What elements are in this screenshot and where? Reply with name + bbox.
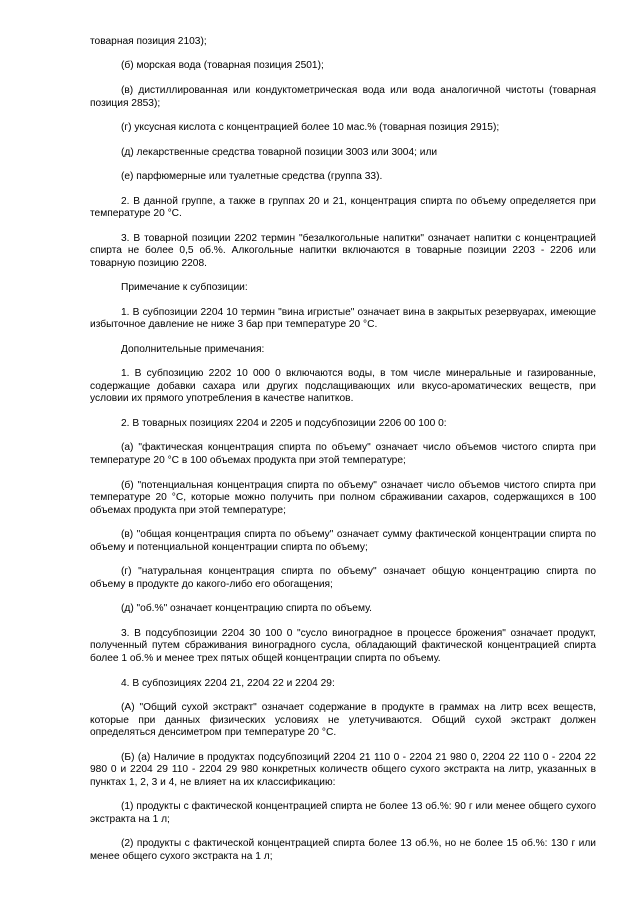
paragraph: (б) морская вода (товарная позиция 2501); — [121, 60, 324, 72]
paragraph: (1) продукты с фактической концентрацией спирта не более 13 об.%: 90 г или менее общего сухого экстракта на 1 л; — [90, 801, 596, 825]
paragraph: (г) "натуральная концентрация спирта по объему" означает общую концентрацию спирта по объему в продукте до какого-либо его обогащения; — [90, 566, 596, 590]
paragraph: (А) "Общий сухой экстракт" означает содержание в продукте в граммах на литр всех веществ, которые при данных физических условиях не улетучиваются. Общий сухой экстракт должен определяться денсиметром при температуре 20 °С. — [90, 702, 596, 739]
paragraph: (2) продукты с фактической концентрацией спирта более 13 об.%, но не более 15 об.%: 130 г или менее общего сухого экстракта на 1 л; — [90, 838, 596, 863]
paragraph: 2. В товарных позициях 2204 и 2205 и подсубпозиции 2206 00 100 0: — [121, 417, 447, 429]
paragraph: (а) "фактическая концентрация спирта по объему" означает число объемов чистого спирта при температуре 20 °С в 100 объемах продукта при этой температуре; — [90, 442, 596, 467]
paragraph: (б) "потенциальная концентрация спирта по объему" означает число объемов чистого спирта при температуре 20 °С, которые можно получить при полном сбраживании сахаров, содержащихся в 100 объемах продукта при этой температуре; — [90, 479, 596, 516]
paragraph: 4. В субпозициях 2204 21, 2204 22 и 2204 29: — [121, 677, 335, 689]
paragraph: Дополнительные примечания: — [121, 343, 265, 355]
paragraph: (в) дистиллированная или кондуктометрическая вода или вода аналогичной чистоты (товарная позиция 2853); — [90, 84, 596, 109]
paragraph: 2. В данной группе, а также в группах 20 и 21, концентрация спирта по объему определяется при температуре 20 °С. — [90, 195, 596, 220]
paragraph: 3. В товарной позиции 2202 термин "безалкогольные напитки" означает напитки с концентрацией спирта не более 0,5 об.%. Алкогольные напитки включаются в товарные позиции 2203 - 2206 или товарную позицию 2208. — [90, 232, 596, 269]
paragraph: (д) лекарственные средства товарной позиции 3003 или 3004; или — [121, 146, 438, 158]
paragraph: (д) "об.%" означает концентрацию спирта по объему. — [121, 603, 372, 615]
paragraph: (в) "общая концентрация спирта по объему" означает сумму фактической концентрации спирта по объему и потенциальной концентрации спирта по объему; — [90, 529, 596, 553]
document-page — [90, 36, 596, 876]
paragraph: 1. В субпозицию 2202 10 000 0 включаются воды, в том числе минеральные и газированные, содержащие добавки сахара или других подслащивающих или вкусо-ароматических веществ, при условии их прямого употребления в качестве напитков. — [90, 368, 596, 405]
paragraph: Примечание к субпозиции: — [121, 282, 248, 294]
paragraph: 1. В субпозиции 2204 10 термин "вина игристые" означает вина в закрытых резервуарах, имеющие избыточное давление не ниже 3 бар при температуре 20 °С. — [90, 306, 596, 331]
paragraph: товарная позиция 2103); — [90, 36, 207, 47]
paragraph: (Б) (а) Наличие в продуктах подсубпозиций 2204 21 110 0 - 2204 21 980 0, 2204 22 110 0 - 2204 22 980 0 и 2204 29 110 - 2204 29 980 конкретных количеств общего сухого экстракта на литр, указанных в пунктах 1, 2, 3 и 4, не влияет на их классификацию: — [90, 751, 596, 788]
paragraph: (е) парфюмерные или туалетные средства (группа 33). — [121, 171, 383, 183]
paragraph: 3. В подсубпозиции 2204 30 100 0 "сусло виноградное в процессе брожения" означает продукт, полученный путем сбраживания виноградного сусла, обладающий фактической концентрацией спирта более 1 об.% и менее трех пятых общей концентрации спирта по объему. — [90, 627, 596, 665]
paragraph: (г) уксусная кислота с концентрацией более 10 мас.% (товарная позиция 2915); — [121, 122, 500, 134]
